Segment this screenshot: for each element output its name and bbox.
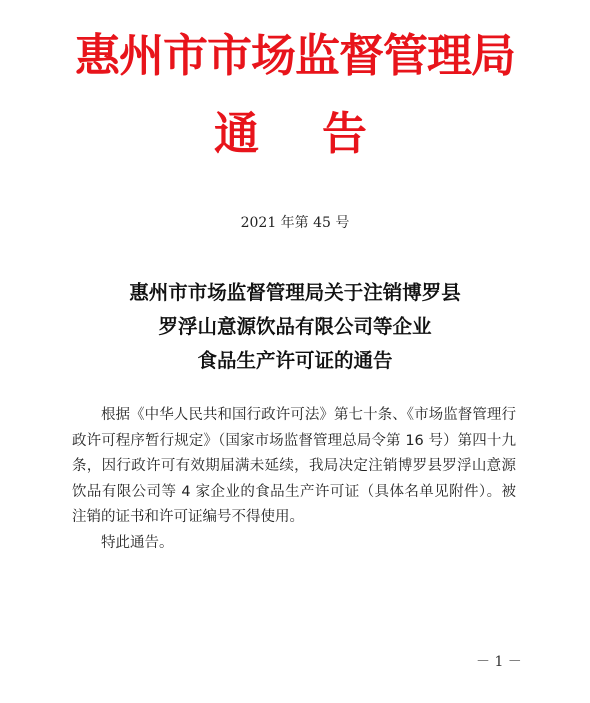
- body-paragraph: 根据《中华人民共和国行政许可法》第七十条、《市场监督管理行政许可程序暂行规定》（国家市场监督管理总局令第 16 号）第四十九条，因行政许可有效期届满未延续，我局决定注销博罗县罗浮山意源饮品有限公司等 4 家企业的食品生产许可证（具体名单见附件）。被注销的证书和许可证编号不得使用。: [72, 407, 516, 525]
- notice-title-char-2: 告: [322, 107, 368, 160]
- document-body: [72, 403, 516, 556]
- heading-line-1: 惠州市市场监督管理局关于注销博罗县: [129, 281, 461, 304]
- notice-title: [0, 106, 590, 162]
- document-number: 2021 年第 45 号: [240, 215, 350, 231]
- agency-name: 惠州市市场监督管理局: [74, 29, 515, 82]
- page-number: － 1 －: [476, 654, 522, 670]
- heading-line-2: 罗浮山意源饮品有限公司等企业: [158, 315, 432, 338]
- notice-title-char-1: 通: [214, 107, 260, 160]
- heading-line-3: 食品生产许可证的通告: [197, 349, 393, 372]
- closing-paragraph: 特此通告。: [101, 534, 174, 551]
- document-heading: [0, 276, 590, 378]
